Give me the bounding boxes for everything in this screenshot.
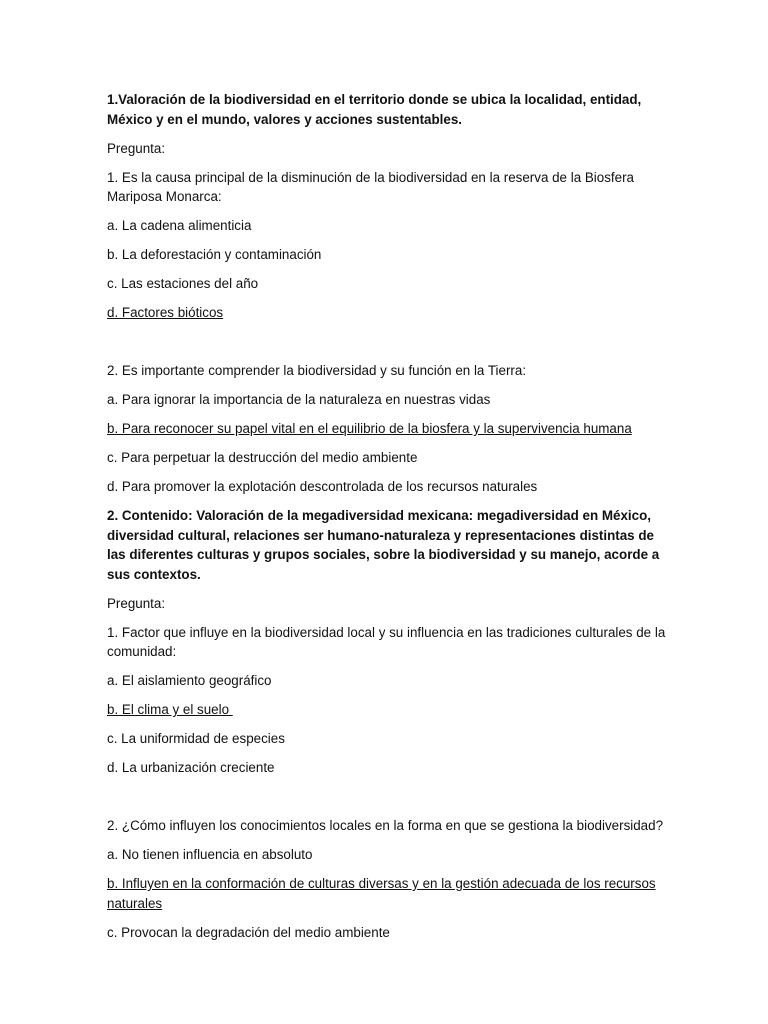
spacer [107, 787, 667, 816]
s1-q2-option-c: c. Para perpetuar la destrucción del medio ambiente [107, 450, 418, 465]
s2-q2-option-b-answer: b. Influyen en la conformación de culturas diversas y en la gestión adecuada de los recursos naturales [107, 876, 656, 911]
s2-q1-option-b-answer: b. El clima y el suelo [107, 702, 233, 717]
s1-q1-option-d-answer: d. Factores bióticos [107, 305, 224, 320]
s2-q1-option-c: c. La uniformidad de especies [107, 731, 285, 746]
spacer [107, 332, 667, 361]
s2-q2-option-a: a. No tienen influencia en absoluto [107, 847, 313, 862]
s2-q1-option-d: d. La urbanización creciente [107, 760, 275, 775]
s1-q2-option-b-answer: b. Para reconocer su papel vital en el equilibrio de la biosfera y la supervivencia humana [107, 421, 632, 436]
section-1-heading: 1.Valoración de la biodiversidad en el territorio donde se ubica la localidad, entidad, México y en el mundo, valores y acciones sustentables. [107, 92, 642, 127]
s1-q2-option-d: d. Para promover la explotación descontrolada de los recursos naturales [107, 479, 538, 494]
s1-question-2: 2. Es importante comprender la biodiversidad y su función en la Tierra: [107, 363, 527, 378]
s2-q2-option-c: c. Provocan la degradación del medio ambiente [107, 924, 390, 940]
s2-question-2: 2. ¿Cómo influyen los conocimientos locales en la forma en que se gestiona la biodiversidad? [107, 818, 664, 833]
s1-question-1: 1. Es la causa principal de la disminución de la biodiversidad en la reserva de la Biosfera Mariposa Monarca: [107, 169, 634, 204]
section-2-heading: 2. Contenido: Valoración de la megadiversidad mexicana: megadiversidad en México, diversidad cultural, relaciones ser humano-naturaleza y representaciones distintas de las diferentes culturas y grupos sociales, sobre la biodiversidad y su manejo, acorde a sus contextos. [107, 508, 660, 582]
s1-q2-option-a: a. Para ignorar la importancia de la naturaleza en nuestras vidas [107, 392, 491, 407]
section-1-pregunta-label: Pregunta: [107, 140, 166, 156]
s2-question-1: 1. Factor que influye en la biodiversidad local y su influencia en las tradiciones culturales de la comunidad: [107, 624, 666, 659]
document-page [107, 90, 667, 952]
s1-q1-option-b: b. La deforestación y contaminación [107, 247, 322, 262]
s2-q1-option-a: a. El aislamiento geográfico [107, 673, 272, 688]
s1-q1-option-c: c. Las estaciones del año [107, 276, 259, 291]
s1-q1-option-a: a. La cadena alimenticia [107, 218, 252, 233]
section-2-pregunta-label: Pregunta: [107, 595, 166, 611]
